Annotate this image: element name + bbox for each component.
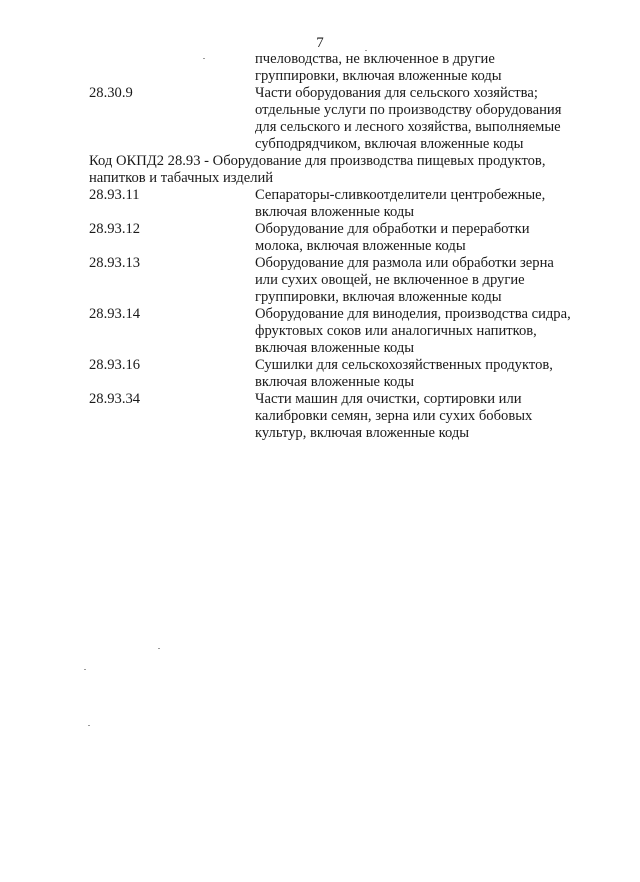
item-code: 28.93.16 bbox=[89, 357, 141, 373]
list-item bbox=[89, 51, 609, 85]
item-description: Сушилки для сельскохозяйственных продуктов, включая вложенные коды bbox=[255, 357, 553, 390]
scan-speck bbox=[158, 648, 160, 649]
item-code: 28.30.9 bbox=[89, 85, 133, 101]
section-heading: Код ОКПД2 28.93 - Оборудование для производства пищевых продуктов, напитков и табачных изделий bbox=[89, 153, 546, 186]
list-item bbox=[89, 255, 609, 306]
scan-speck bbox=[84, 669, 86, 670]
list-item bbox=[89, 85, 609, 153]
item-code: 28.93.12 bbox=[89, 221, 141, 237]
list-item bbox=[89, 187, 609, 221]
item-description: пчеловодства, не включенное в другие группировки, включая вложенные коды bbox=[255, 51, 502, 84]
item-code: 28.93.14 bbox=[89, 306, 141, 322]
list-item bbox=[89, 391, 609, 442]
scan-speck bbox=[203, 58, 205, 59]
item-description: Оборудование для размола или обработки зерна или сухих овощей, не включенное в другие группировки, включая вложенные коды bbox=[255, 255, 554, 305]
document-body bbox=[89, 51, 609, 442]
item-code: 28.93.34 bbox=[89, 391, 141, 407]
scan-speck bbox=[365, 50, 367, 51]
item-description: Оборудование для обработки и переработки молока, включая вложенные коды bbox=[255, 221, 530, 254]
list-item bbox=[89, 306, 609, 357]
item-code: 28.93.11 bbox=[89, 187, 140, 203]
scan-speck bbox=[88, 725, 90, 726]
item-code bbox=[89, 51, 255, 85]
item-code: 28.93.13 bbox=[89, 255, 141, 271]
item-description: Части оборудования для сельского хозяйства; отдельные услуги по производству оборудования для сельского и лесного хозяйства, выполняемые субподрядчиком, включая вложенные коды bbox=[255, 85, 562, 152]
page-number: 7 bbox=[316, 35, 324, 51]
list-item bbox=[89, 357, 609, 391]
item-description: Части машин для очистки, сортировки или калибровки семян, зерна или сухих бобовых культур, включая вложенные коды bbox=[255, 391, 533, 441]
list-item bbox=[89, 221, 609, 255]
item-description: Оборудование для виноделия, производства сидра, фруктовых соков или аналогичных напитков, включая вложенные коды bbox=[255, 306, 571, 356]
item-description: Сепараторы-сливкоотделители центробежные, включая вложенные коды bbox=[255, 187, 546, 220]
